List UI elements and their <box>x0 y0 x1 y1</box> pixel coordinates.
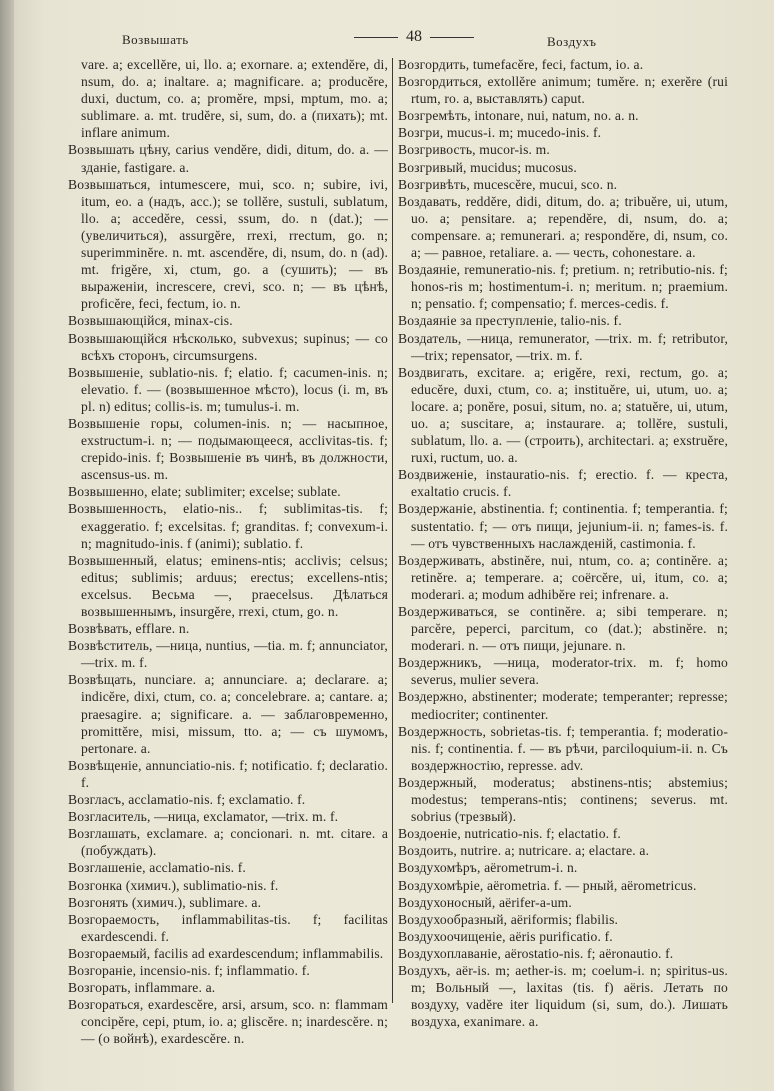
left-column <box>68 56 388 1047</box>
dictionary-entry: Воздержно, abstinenter; moderate; temperanter; represse; mediocriter; continenter. <box>398 689 728 722</box>
dictionary-entry: Возвѣвать, efflare. n. <box>68 621 190 637</box>
dictionary-entry: Воздатель, —ница, remunerator, —trix. m. f; retributor, —trix; repensator, —trix. m. f. <box>398 330 728 363</box>
dictionary-entry: Возгривый, mucidus; mucosus. <box>398 159 577 175</box>
dictionary-entry: Возгораемый, facilis ad exardescendum; inflammabilis. <box>68 945 384 961</box>
dictionary-entry: Воздаяніе, remuneratio-nis. f; pretium. n; retributio-nis. f; honos-ris m; hostimentum-i. n; meritum. n; praemium. n; pensatio. f; compensatio; f. merces-cedis. f. <box>398 262 728 312</box>
dictionary-entry: Возгривѣть, mucescĕre, mucui, sco. n. <box>398 176 618 192</box>
page-header <box>60 30 740 52</box>
page-binding-shadow <box>0 0 14 1091</box>
dictionary-entry: Воздерживать, abstinĕre, nui, ntum, co. a; continĕre. a; retinĕre. a; temperare. a; coërcĕre, ui, itum, co. a; moderari. a; modum adhibĕre rei; infrenare. a. <box>398 552 728 602</box>
dictionary-entry: Возгорать, inflammare. a. <box>68 980 216 996</box>
header-rule-left <box>354 37 398 38</box>
dictionary-entry: Возглашать, exclamare. a; concionari. n. mt. citare. a (побуждать). <box>68 826 388 859</box>
dictionary-entry: Возвѣщеніе, annunciatio-nis. f; notificatio. f; declaratio. f. <box>68 757 388 790</box>
dictionary-entry: Воздухомѣръ, aërometrum-i. n. <box>398 860 578 876</box>
dictionary-entry: Воздухомѣріе, aërometria. f. — рный, aërometricus. <box>398 877 697 893</box>
dictionary-entry: Воздержаніе, abstinentia. f; continentia. f; temperantia. f; sustentatio. f; — отъ пищи, jejunium-ii. n; fames-is. f. — отъ чувственныхъ наслажденій, castimonia. f. <box>398 501 728 551</box>
dictionary-entry: Воздавать, reddĕre, didi, ditum, do. a; tribuĕre, ui, utum, uo. a; pensitare. a; rependĕre, di, nsum, do. a; compensare. a; remunerari. a; respondĕre, di, nsum, co. a; — равное, retaliare. a. — честь, cohonestare. a. <box>398 193 728 261</box>
dictionary-entry: Возвышаться, intumescere, mui, sco. n; subire, ivi, itum, eo. a (надъ, acc.); se tollĕre, sustuli, sublatum, llo. a; accedĕre, cessi, ssum, do. n (dat.); — (увеличиться), assurgĕre, rrexi, rrectum, go. n; superimminĕre. n. mt. ascendĕre, di, nsum, do. n (ad). mt. frigĕre, xi, ctum, go. a (сушить); — въ выраженіи, increscere, crevi, sco. n; — въ цѣнѣ, proficĕre, feci, fectum, io. n. <box>68 176 388 312</box>
dictionary-entry: Воздержникъ, —ница, moderator-trix. m. f; homo severus, mulier severa. <box>398 655 728 688</box>
dictionary-entry: Возвышенно, elate; sublimiter; excelse; sublate. <box>68 484 341 500</box>
dictionary-entry: Возгривость, mucor-is. m. <box>398 142 550 158</box>
dictionary-entry: Воздоить, nutrire. a; nutricare. a; elactare. a. <box>398 843 650 859</box>
dictionary-entry: Возглашеніе, acclamatio-nis. f. <box>68 860 246 876</box>
right-guide-word: Воздухъ <box>547 34 597 49</box>
dictionary-entry: Воздержность, sobrietas-tis. f; temperantia. f; moderatio-nis. f; continentia. f. — въ рѣчи, parciloquium-ii. n. Съ воздержностію, represse. adv. <box>398 723 728 773</box>
dictionary-entry: Возгонять (химич.), sublimare. a. <box>68 894 262 910</box>
dictionary-entry: Воздухоочищеніе, aëris purificatio. f. <box>398 928 613 944</box>
dictionary-entry: Возвышающійся, minax-cis. <box>68 313 233 329</box>
dictionary-entry: Воздаяніе за преступленіе, talio-nis. f. <box>398 313 622 329</box>
dictionary-entry: Возвышенный, elatus; eminens-ntis; acclivis; celsus; editus; sublimis; arduus; erectus; excellens-ntis; excelsus. Весьма —, praecelsus. Дѣлаться возвышеннымъ, insurgĕre, rrexi, ctum, go. n. <box>68 552 388 619</box>
dictionary-entry: Возгласъ, acclamatio-nis. f; exclamatio. f. <box>68 792 306 808</box>
dictionary-entry: Возгордить, tumefacĕre, feci, factum, io. a. <box>398 57 644 72</box>
header-rule-right <box>430 37 474 38</box>
dictionary-entry: Возвышеніе, sublatio-nis. f; elatio. f; cacumen-inis. n; elevatio. f. — (возвышенное мѣсто), locus (i. m, въ pl. n) editus; collis-is. m; tumulus-i. m. <box>68 364 388 414</box>
dictionary-entry: Возвѣщать, nunciare. a; annunciare. a; declarare. a; indicĕre, dixi, ctum, co. a; concelebrare. a; cantare. a; praesagire. a; significare. a. — заблаговременно, promittĕre, misi, missum, tto. a; — съ шумомъ, pertonare. a. <box>68 672 388 756</box>
dictionary-entry: Воздухообразный, aëriformis; flabilis. <box>398 911 619 927</box>
dictionary-entry: Воздвигать, excitare. a; erigĕre, rexi, rectum, go. a; educĕre, duxi, ctum, co. a; instituĕre, ui, utum, uo. a; locare. a; ponĕre, posui, situm, no. a; statuĕre, ui, utum, uo. a; suscitare, a; instaurare. a; tollĕre, sustuli, sublatum, llo. a. — (строить), architectari. a; exstruĕre, ruxi, ructum, uo. a. <box>398 364 728 466</box>
dictionary-entry: Воздвиженіе, instauratio-nis. f; erectio. f. — креста, exaltatio crucis. f. <box>398 467 728 500</box>
dictionary-entry: Возвѣститель, —ница, nuntius, —tia. m. f; annunciator,—trix. m. f. <box>68 638 388 671</box>
dictionary-entry: Возгласитель, —ница, exclamator, —trix. m. f. <box>68 809 339 825</box>
right-column <box>398 56 728 1030</box>
left-guide-word: Возвышать <box>122 32 189 47</box>
dictionary-entry: Возгораться, exardescĕre, arsi, arsum, sco. n: flammam concipĕre, cepi, ptum, io. a; gliscĕre. n; inardescĕre. n; — (о войнѣ), exardescĕre. n. <box>68 997 388 1047</box>
dictionary-entry: Воздухъ, aër-is. m; aether-is. m; coelum-i. n; spiritus-us. m; Вольный —, laxitas (tis. f) aëris. Летать по воздуху, vadĕre iter liquidum (si, sum, do.). Лишать воздуха, exanimare. a. <box>398 962 728 1030</box>
dictionary-entry: Воздухоплаваніе, aërostatio-nis. f; aëronautio. f. <box>398 945 674 961</box>
dictionary-entry: Возгораемость, inflammabilitas-tis. f; facilitas exardescendi. f. <box>68 911 388 944</box>
entry-continuation: vare. a; excellĕre, ui, llo. a; exornare. a; extendĕre, di, nsum, do. a; inaltare. a; magnificare. a; producĕre, duxi, ductum, co. a; promĕre, mpsi, mptum, mo. a; sublimare. a. mt. trudĕre, si, sum, do. a (пихать); mt. inflare animum. <box>81 57 388 141</box>
page-number-block <box>346 28 482 46</box>
page-number: 48 <box>406 28 422 45</box>
dictionary-entry: Возвышающійся нѣсколько, subvexus; supinus; — со всѣхъ сторонъ, circumsurgens. <box>68 330 388 363</box>
dictionary-entry: Возвышенность, elatio-nis.. f; sublimitas-tis. f; exaggeratio. f; excelsitas. f; granditas. f; convexum-i. n; magnitudo-inis. f (animi); sublatio. f. <box>68 501 388 551</box>
dictionary-entry: Возгордиться, extollĕre animum; tumĕre. n; exerĕre (rui rtum, ro. a, выставлять) caput. <box>398 74 728 107</box>
dictionary-entry: Возвышать цѣну, carius vendĕre, didi, ditum, do. a. — зданіе, fastigare. a. <box>68 142 388 175</box>
dictionary-entry: Возгремѣть, intonare, nui, natum, no. a. n. <box>398 108 639 124</box>
dictionary-entry: Воздержный, moderatus; abstinens-ntis; abstemius; modestus; temperans-ntis; continens; severus. mt. sobrius (трезвый). <box>398 774 728 825</box>
dictionary-entry: Воздоеніе, nutricatio-nis. f; elactatio. f. <box>398 826 621 842</box>
column-divider <box>392 58 393 1003</box>
dictionary-entry: Возгри, mucus-i. m; mucedo-inis. f. <box>398 125 602 141</box>
dictionary-entry: Воздерживаться, se continĕre. a; sibi temperare. n; parcĕre, peperci, parcitum, co (dat.); abstinĕre. n; moderari. n. — отъ пищи, jejunare. n. <box>398 604 728 654</box>
dictionary-entry: Возгораніе, incensio-nis. f; inflammatio. f. <box>68 962 310 978</box>
dictionary-entry: Возгонка (химич.), sublimatio-nis. f. <box>68 877 279 893</box>
dictionary-entry: Возвышеніе горы, columen-inis. n; — насыпное, exstructum-i. n; — подымающееся, acclivitas-tis. f; crepido-inis. f; Возвышеніе въ чинѣ, въ должности, ascensus-us. m. <box>68 415 388 483</box>
dictionary-entry: Воздухоносный, aërifer-a-um. <box>398 894 572 910</box>
